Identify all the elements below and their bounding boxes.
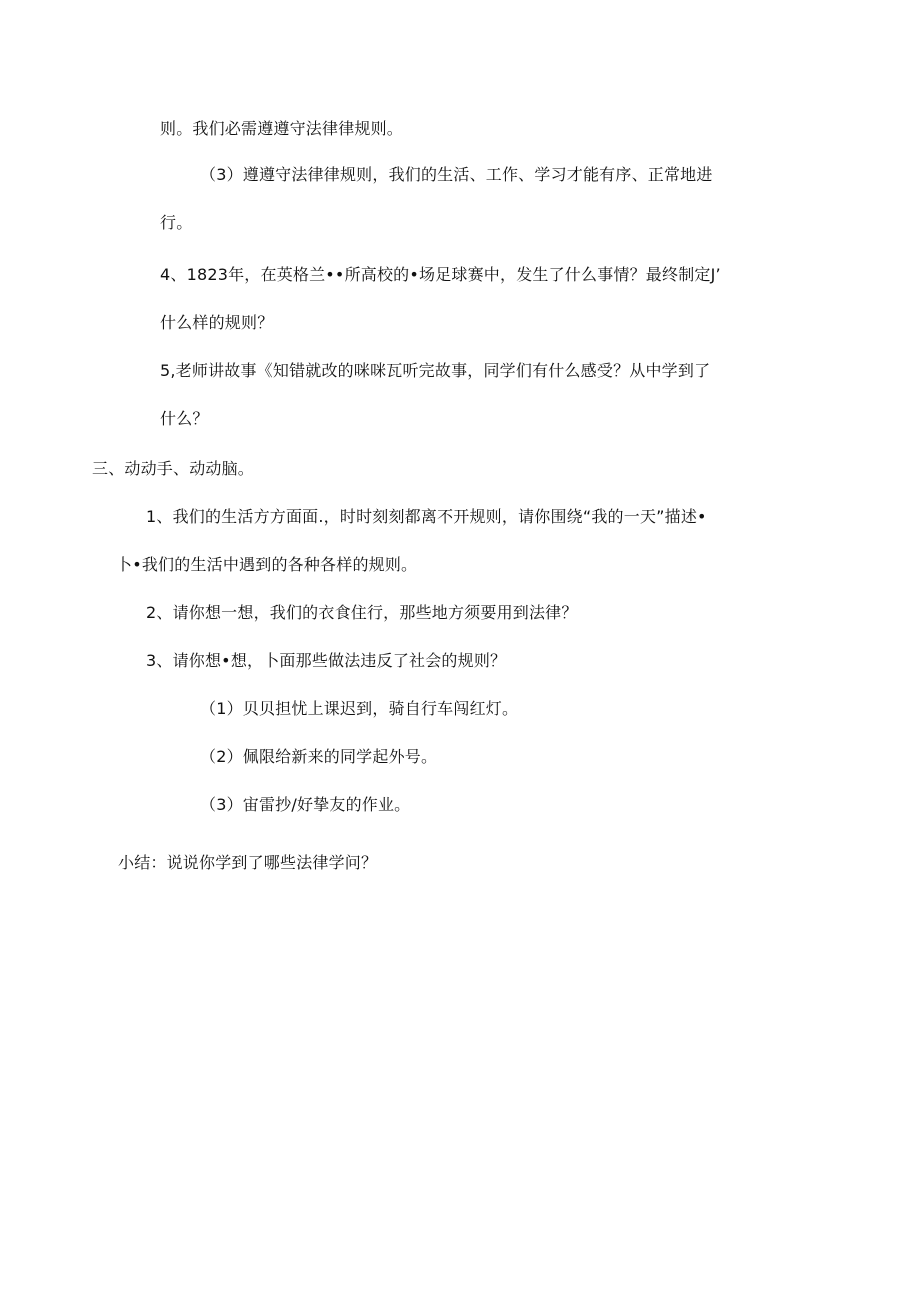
text-line: 5,老师讲故事《知错就改的咪咪瓦听完故事，同学们有什么感受？从中学到了 [160,361,711,380]
text-line: （3）遵遵守法律律规则，我们的生活、工作、学习才能有序、正常地进 [200,165,713,184]
text-line: 什么？ [160,409,209,428]
text-line: （3）宙雷抄/好挚友的作业。 [200,795,411,814]
text-line: （2）佩限给新来的同学起外号。 [200,747,438,766]
text-line: 2、请你想一想，我们的衣食住行，那些地方须要用到法律？ [146,603,578,622]
text-line: 4、1823年，在英格兰••所高校的•场足球赛中，发生了什么事情？最终制定J’ [160,265,721,284]
text-line: （1）贝贝担忧上课迟到，骑自行车闯红灯。 [200,699,519,718]
text-line: 什么样的规则？ [160,313,274,332]
text-line: 3、请你想•想，卜面那些做法违反了社会的规则？ [146,651,507,670]
summary-line: 小结：说说你学到了哪些法律学问？ [118,853,378,872]
text-line: 则。我们必需遵遵守法律律规则。 [160,119,404,138]
text-line: 1、我们的生活方方面面.，时时刻刻都离不开规则，请你围绕“我的一天”描述• [146,507,707,526]
text-line: 卜•我们的生活中遇到的各种各样的规则。 [116,555,418,574]
section-heading: 三、动动手、动动脑。 [92,459,255,478]
text-line: 行。 [160,213,193,232]
